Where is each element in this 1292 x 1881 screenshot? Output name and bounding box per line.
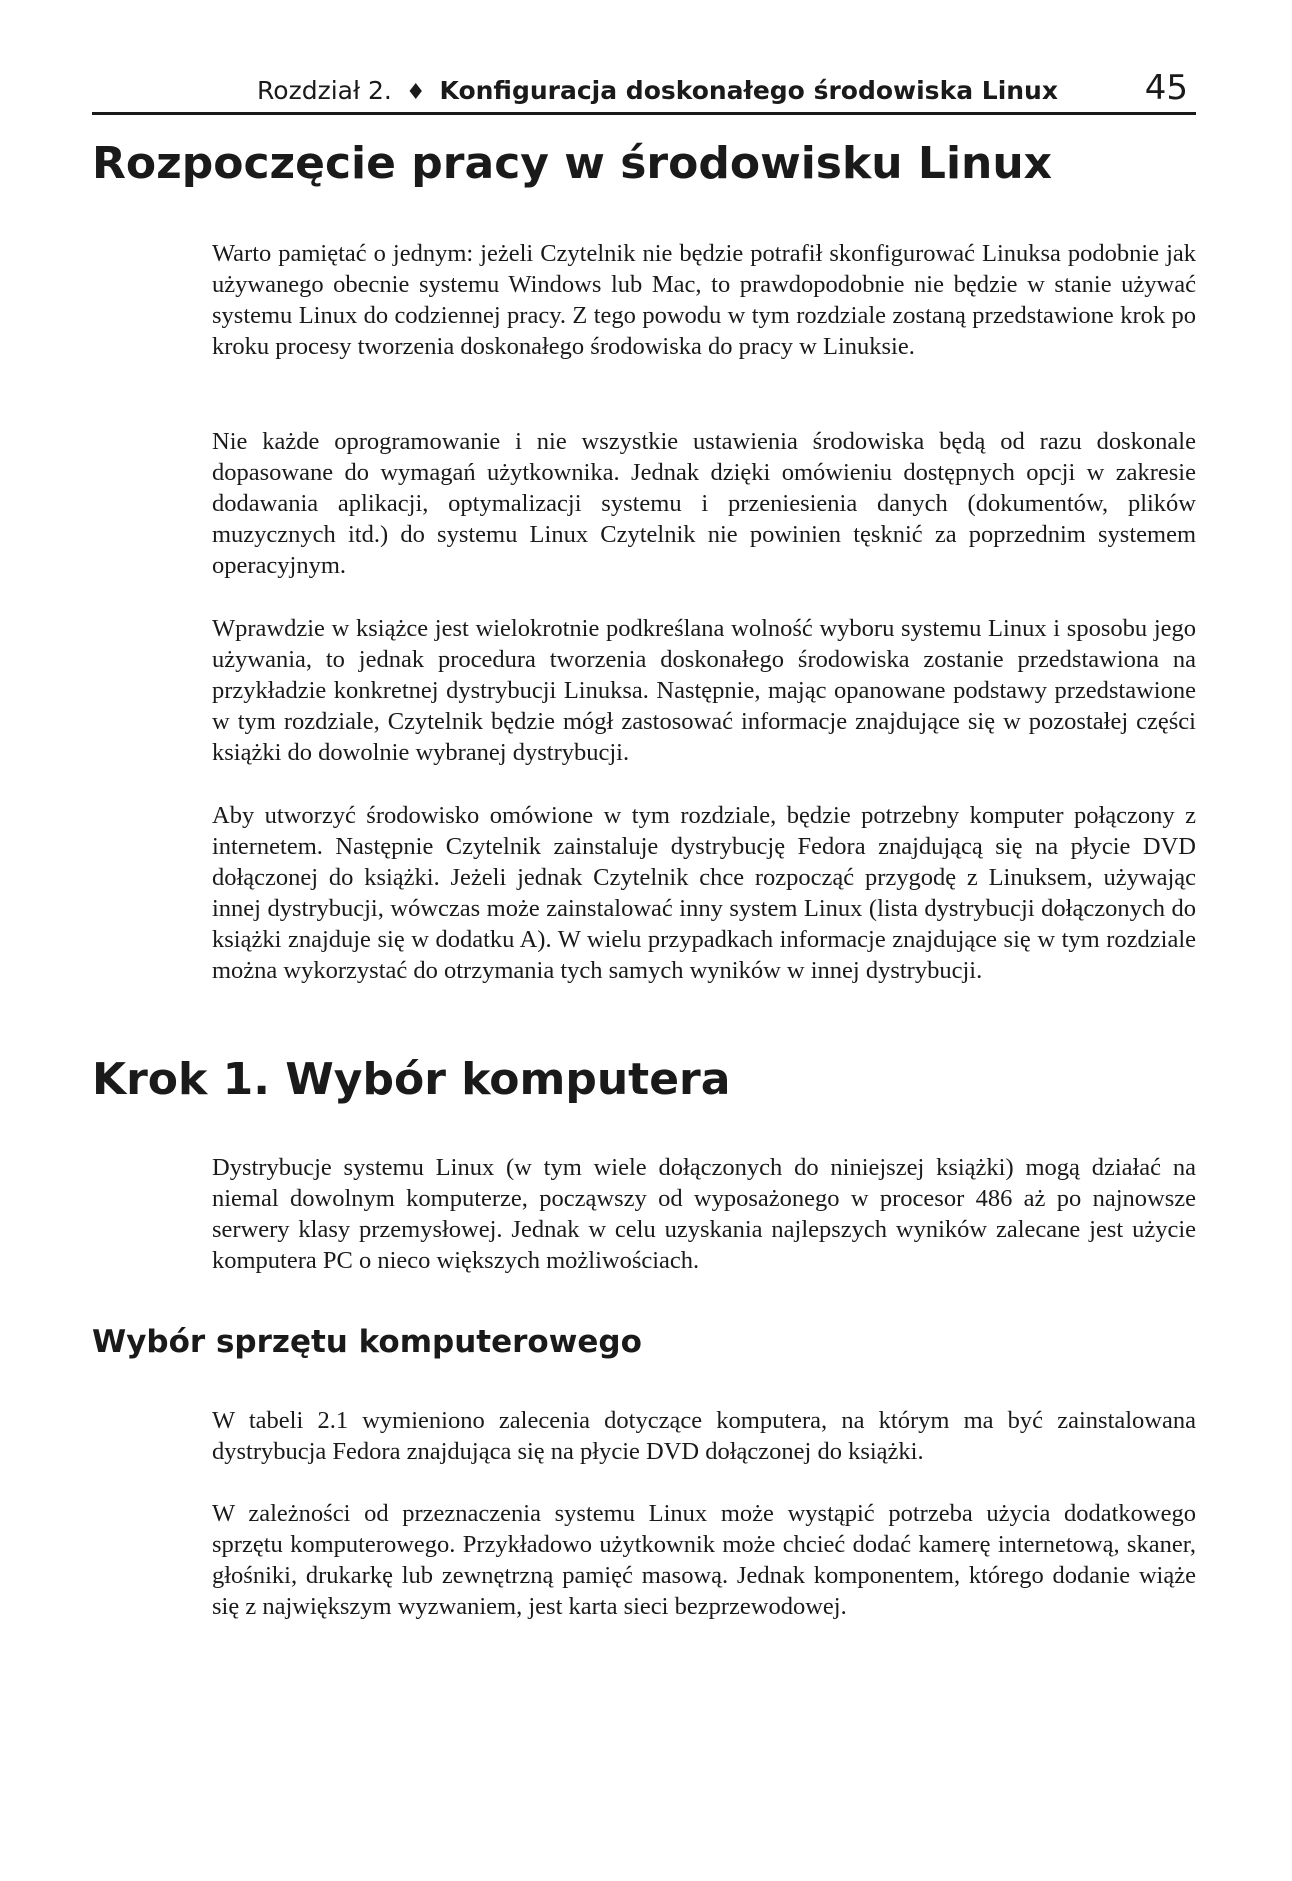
paragraph-step1: Dystrybucje systemu Linux (w tym wiele dołączonych do niniejszej książki) mogą działać na niemal dowolnym komputerze, począwszy od wyposażonego w procesor 486 aż po najnowsze serwery klasy przemysłowej. Jednak w celu uzyskania najlepszych wyników zalecane jest użycie komputera PC o nieco większych możliwościach.: [212, 1154, 1196, 1274]
paragraph-hardware-1: W tabeli 2.1 wymieniono zalecenia dotyczące komputera, na którym ma być zainstalowana dystrybucja Fedora znajdująca się na płycie DVD dołączonej do książki.: [212, 1407, 1196, 1465]
page-number: 45: [1144, 68, 1188, 108]
running-header: [92, 64, 1196, 115]
chapter-title: Konfiguracja doskonałego środowiska Linux: [439, 76, 1058, 105]
paragraph-intro-1: Warto pamiętać o jednym: jeżeli Czytelnik nie będzie potrafił skonfigurować Linuksa podobnie jak używanego obecnie systemu Windows lub Mac, to prawdopodobnie nie będzie w stanie używać systemu Linux do codziennej pracy. Z tego powodu w tym rozdziale zostaną przedstawione krok po kroku procesy tworzenia doskonałego środowiska do pracy w Linuksie.: [212, 240, 1196, 360]
running-header-text: [257, 76, 1058, 105]
paragraph-intro-2: Nie każde oprogramowanie i nie wszystkie ustawienia środowiska będą od razu doskonale dopasowane do wymagań użytkownika. Jednak dzięki omówieniu dostępnych opcji w zakresie dodawania aplikacji, optymalizacji systemu i przeniesienia danych (dokumentów, plików muzycznych itd.) do systemu Linux Czytelnik nie powinien tęsknić za poprzednim systemem operacyjnym.: [212, 428, 1196, 579]
paragraph-intro-3: Wprawdzie w książce jest wielokrotnie podkreślana wolność wyboru systemu Linux i sposobu jego używania, to jednak procedura tworzenia doskonałego środowiska zostanie przedstawiona na przykładzie konkretnej dystrybucji Linuksa. Następnie, mając opanowane podstawy przedstawione w tym rozdziale, Czytelnik będzie mógł zastosować informacje znajdujące się w pozostałej części książki do dowolnie wybranej dystrybucji.: [212, 615, 1196, 766]
section-heading-step1: Krok 1. Wybór komputera: [92, 1054, 731, 1105]
paragraph-intro-4: Aby utworzyć środowisko omówione w tym rozdziale, będzie potrzebny komputer połączony z internetem. Następnie Czytelnik zainstaluje dystrybucję Fedora znajdującą się na płycie DVD dołączonej do książki. Jeżeli jednak Czytelnik chce rozpocząć przygodę z Linuksem, używając innej dystrybucji, wówczas może zainstalować inny system Linux (lista dystrybucji dołączonych do książki znajduje się w dodatku A). W wielu przypadkach informacje znajdujące się w tym rozdziale można wykorzystać do otrzymania tych samych wyników w innej dystrybucji.: [212, 802, 1196, 984]
section-heading-main: Rozpoczęcie pracy w środowisku Linux: [92, 138, 1053, 189]
diamond-icon: ♦: [405, 80, 426, 105]
paragraph-hardware-2: W zależności od przeznaczenia systemu Linux może wystąpić potrzeba użycia dodatkowego sprzętu komputerowego. Przykładowo użytkownik może chcieć dodać kamerę internetową, skaner, głośniki, drukarkę lub zewnętrzną pamięć masową. Jednak komponentem, którego dodanie wiąże się z największym wyzwaniem, jest karta sieci bezprzewodowej.: [212, 1500, 1196, 1620]
subsection-heading-hardware: Wybór sprzętu komputerowego: [92, 1324, 642, 1360]
chapter-label: Rozdział 2.: [257, 76, 392, 105]
